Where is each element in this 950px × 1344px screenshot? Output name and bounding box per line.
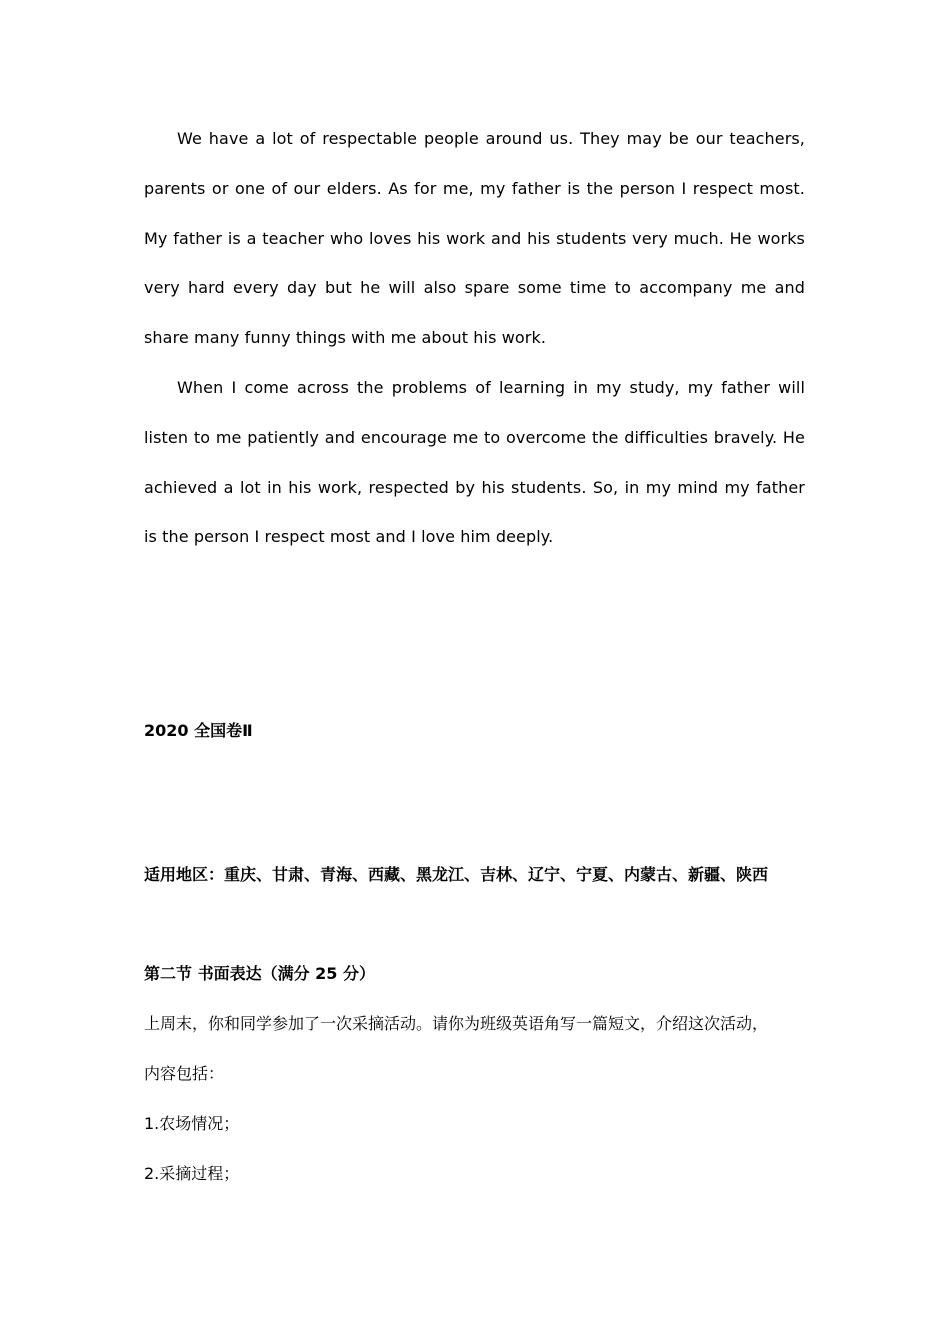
exam-year-title: 2020 全国卷Ⅱ [144, 721, 253, 740]
task-item: 1.农场情况； [144, 1114, 240, 1133]
section-title: 第二节 书面表达（满分 25 分） [144, 964, 375, 983]
task-description-line-2: 内容包括： [144, 1064, 225, 1083]
task-item: 2.采摘过程； [144, 1164, 240, 1183]
exam-regions: 适用地区：重庆、甘肃、青海、西藏、黑龙江、吉林、辽宁、宁夏、内蒙古、新疆、陕西 [144, 865, 769, 884]
essay-paragraph-1: We have a lot of respectable people around us. They may be our teachers, parents or one of our elders. As for me, my father is the person I respect most. My father is a teacher who loves his work and his students very much. He works very hard every day but he will also spare some time to accompany me and share many funny things with me about his work. [144, 129, 805, 348]
essay-paragraph-2: When I come across the problems of learning in my study, my father will listen to me patiently and encourage me to overcome the difficulties bravely. He achieved a lot in his work, respected by his students. So, in my mind my father is the person I respect most and I love him deeply. [144, 378, 805, 547]
task-description-line-1: 上周末，你和同学参加了一次采摘活动。请你为班级英语角写一篇短文，介绍这次活动， [144, 1014, 769, 1033]
